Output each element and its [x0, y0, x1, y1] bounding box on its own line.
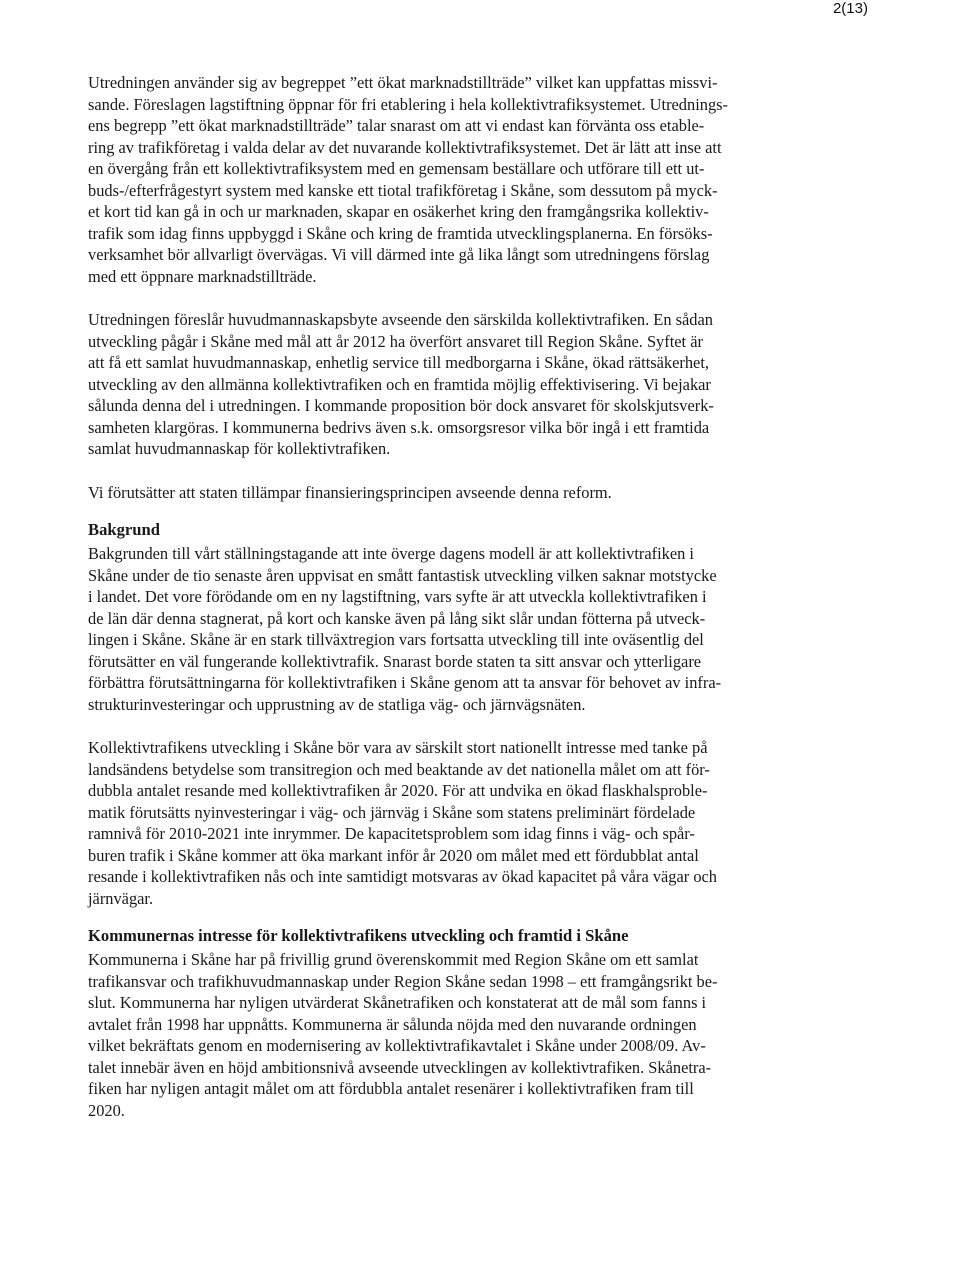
text-line: vilket bekräftats genom en modernisering av kollektivtrafikavtalet i Skåne under 2008/09. Av- — [88, 1036, 706, 1055]
text-line: buren trafik i Skåne kommer att öka markant inför år 2020 om målet med ett fördubblat antal — [88, 845, 699, 865]
text-line: talet innebär även en höjd ambitionsnivå avseende utvecklingen av kollektivtrafiken. Skånetra- — [88, 1057, 712, 1077]
section-heading-bakgrund: Bakgrund — [88, 520, 160, 539]
text-line: Kommunerna i Skåne har på frivillig grund överenskommit med Region Skåne om ett samlat — [88, 950, 699, 969]
text-line: järnvägar. — [88, 888, 154, 908]
paragraph-finansieringsprincipen — [88, 482, 836, 504]
text-line: förbättra förutsättningarna för kollektivtrafiken i Skåne genom att ta ansvar för behovet av infra- — [88, 673, 722, 692]
text-line: strukturinvesteringar och upprustning av de statliga väg- och järnvägsnäten. — [88, 694, 586, 714]
text-line: resande i kollektivtrafiken nås och inte samtidigt motsvaras av ökad kapacitet på våra vägar och — [88, 867, 717, 886]
document-body — [88, 72, 836, 1121]
text-line: ens begrepp ”ett ökat marknadstillträde” talar snarast om att vi endast kan förvänta oss etable- — [88, 116, 705, 135]
text-line: fiken har nyligen antagit målet om att fördubbla antalet resenärer i kollektivtrafiken fram till — [88, 1079, 694, 1098]
text-line: i landet. Det vore förödande om en ny lagstiftning, vars syfte är att utveckla kollektivtrafiken i — [88, 587, 707, 606]
text-line: lingen i Skåne. Skåne är en stark tillväxtregion vars fortsatta utveckling till inte oväsentlig del — [88, 630, 704, 649]
text-line: de län där denna stagnerat, på kort och kanske även på lång sikt slår undan fötterna på utveck- — [88, 608, 706, 628]
text-line: Bakgrunden till vårt ställningstagande att inte överge dagens modell är att kollektivtrafiken i — [88, 544, 694, 563]
paragraph-marknadstilltrade — [88, 72, 836, 287]
text-line: trafikansvar och trafikhuvudmannaskap under Region Skåne sedan 1998 – ett framgångsrikt be- — [88, 971, 718, 991]
text-line: utveckling av den allmänna kollektivtrafiken och en framtida möjlig effektivisering. Vi bejakar — [88, 374, 711, 394]
text-line: avtalet från 1998 har uppnåtts. Kommunerna är sålunda nöjda med den nuvarande ordningen — [88, 1014, 697, 1034]
text-line: et kort tid kan gå in och ur marknaden, skapar en osäkerhet kring den framgångsrika kollektiv- — [88, 202, 709, 221]
text-line: slut. Kommunerna har nyligen utvärderat Skånetrafiken och konstaterat att de mål som fanns i — [88, 993, 707, 1012]
page-number: 2(13) — [832, 0, 868, 17]
text-line: Vi förutsätter att staten tillämpar finansieringsprincipen avseende denna reform. — [88, 482, 612, 502]
text-line: samlat huvudmannaskap för kollektivtrafiken. — [88, 439, 391, 458]
text-line: en övergång från ett kollektivtrafiksystem med en gemensam beställare och utförare till ett ut- — [88, 159, 705, 178]
text-line: samheten klargöras. I kommunerna bedrivs även s.k. omsorgsresor vilka bör ingå i ett framtida — [88, 417, 710, 437]
text-line: ring av trafikföretag i valda delar av det nuvarande kollektivtrafiksystemet. Det är lätt att inse att — [88, 137, 722, 157]
text-line: verksamhet bör allvarligt övervägas. Vi vill därmed inte gå lika långt som utredningens förslag — [88, 245, 710, 264]
section-heading-kommunernas-intresse: Kommunernas intresse för kollektivtrafikens utveckling och framtid i Skåne — [88, 926, 629, 945]
text-line: buds-/efterfrågestyrt system med kanske ett tiotal trafikföretag i Skåne, som dessutom på myck- — [88, 180, 718, 200]
text-line: Kollektivtrafikens utveckling i Skåne bör vara av särskilt stort nationellt intresse med tanke på — [88, 738, 708, 757]
text-line: ramnivå för 2010-2021 inte inrymmer. De kapacitetsproblem som idag finns i väg- och spår- — [88, 824, 695, 843]
paragraph-kommunernas-intresse — [88, 949, 836, 1121]
paragraph-bakgrund — [88, 543, 836, 715]
text-line: landsändens betydelse som transitregion och med beaktande av det nationella målet om att för- — [88, 759, 710, 779]
text-line: trafik som idag finns uppbyggd i Skåne och kring de framtida utvecklingsplanerna. En försöks- — [88, 223, 713, 243]
text-line: sande. Föreslagen lagstiftning öppnar för fri etablering i hela kollektivtrafiksystemet. Utrednings- — [88, 94, 728, 114]
text-line: med ett öppnare marknadstillträde. — [88, 266, 317, 286]
paragraph-nationellt-intresse — [88, 737, 836, 909]
text-line: dubbla antalet resande med kollektivtrafiken år 2020. För att undvika en ökad flaskhalsproble- — [88, 781, 708, 800]
text-line: Utredningen använder sig av begreppet ”ett ökat marknadstillträde” vilket kan uppfattas missvi- — [88, 73, 718, 92]
text-line: utveckling pågår i Skåne med mål att år 2012 ha överfört ansvaret till Region Skåne. Syftet är — [88, 331, 703, 351]
text-line: matik förutsätts nyinvesteringar i väg- och järnväg i Skåne som statens preliminärt fördelade — [88, 802, 696, 822]
text-line: Utredningen föreslår huvudmannaskapsbyte avseende den särskilda kollektivtrafiken. En sådan — [88, 310, 713, 329]
text-line: förutsätter en väl fungerande kollektivtrafik. Snarast borde staten ta sitt ansvar och ytterligare — [88, 651, 702, 671]
text-line: 2020. — [88, 1100, 125, 1120]
text-line: att få ett samlat huvudmannaskap, enhetlig service till medborgarna i Skåne, ökad rättsäkerhet, — [88, 353, 709, 372]
text-line: Skåne under de tio senaste åren uppvisat en smått fantastisk utveckling vilken saknar motstycke — [88, 565, 717, 585]
paragraph-huvudmannaskap — [88, 309, 836, 460]
text-line: sålunda denna del i utredningen. I kommande proposition bör dock ansvaret för skolskjutsverk- — [88, 396, 714, 415]
